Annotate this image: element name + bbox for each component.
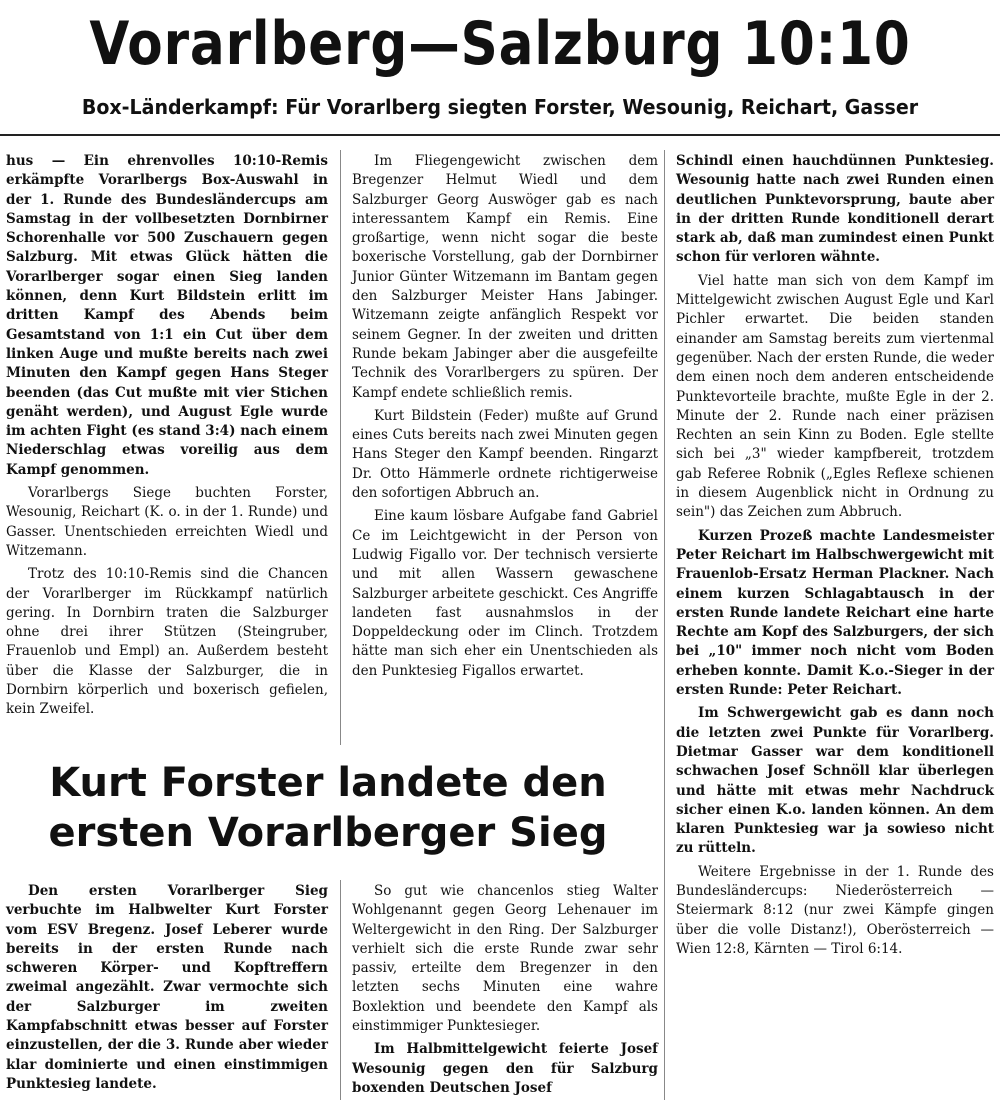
paragraph: hus — Ein ehrenvolles 10:10-Remis erkämpfte Vorarlbergs Box-Auswahl in der 1. Runde des Bundesländercups am Samstag in der vollbesetzten Dornbirner Schorenhalle vor 500 Zuschauern gegen Salzburg. Mit etwas Glück hätten die Vorarlberger sogar einen Sieg landen können, denn Kurt Bildstein erlitt im dritten Kampf des Abends beim Gesamtstand von 1:1 ein Cut über dem linken Auge und mußte bereits nach zwei Minuten den Kampf gegen Hans Steger beenden (das Cut mußte mit vier Stichen genäht werden), und August Egle wurde im achten Fight (es stand 3:4) nach einem Niederschlag etwas voreilig aus dem Kampf genommen. <box>6 153 328 478</box>
top-rule <box>0 134 1000 136</box>
paragraph: Kurt Bildstein (Feder) mußte auf Grund eines Cuts bereits nach zwei Minuten gegen Hans Steger den Kampf beenden. Ringarzt Dr. Otto Hämmerle ordnete richtigerweise den sofortigen Abbruch an. <box>352 407 658 502</box>
headline: Vorarlberg—Salzburg 10:10 <box>89 9 911 79</box>
second-headline: Kurt Forster landete den ersten Vorarlberger Sieg <box>48 760 608 856</box>
paragraph: Kurzen Prozeß machte Landesmeister Peter Reichart im Halbschwergewicht mit Frauenlob-Ersatz Herman Plackner. Nach einem kurzen Schlagabtausch in der ersten Runde landete Reichart eine harte Rechte am Kopf des Salzburgers, der sich bei „10" immer noch nicht vom Boden erheben konnte. Damit K.o.-Sieger in der ersten Runde: Peter Reichart. <box>676 527 994 699</box>
paragraph: Viel hatte man sich von dem Kampf im Mittelgewicht zwischen August Egle und Karl Pichler erwartet. Die beiden standen einander am Samstag bereits zum viertenmal gegenüber. Nach der ersten Runde, die weder dem einen noch dem anderen entscheidende Punktevorteile brachte, mußte Egle in der 2. Minute der 2. Runde nach einer präzisen Rechten an sein Kinn zu Boden. Egle stellte sich bei „3" wieder kampfbereit, trotzdem gab Referee Robnik („Egles Reflexe schienen in diesem Augenblick nicht in Ordnung zu sein") das Zeichen zum Abbruch. <box>676 272 994 521</box>
article-column-1b <box>6 882 328 1094</box>
column-divider <box>340 150 341 745</box>
article-column-2 <box>352 152 658 681</box>
column-divider <box>340 880 341 1100</box>
subheadline: Box-Länderkampf: Für Vorarlberg siegten Forster, Wesounig, Reichart, Gasser <box>81 95 919 119</box>
article-column-2b <box>352 882 658 1098</box>
column-divider <box>664 150 665 1100</box>
paragraph: Im Halbmittelgewicht feierte Josef Wesounig gegen den für Salzburg boxenden Deutschen Josef <box>352 1041 658 1096</box>
article-column-3 <box>676 152 994 959</box>
paragraph: Weitere Ergebnisse in der 1. Runde des Bundesländercups: Niederösterreich — Steiermark 8:12 (nur zwei Kämpfe gingen über die volle Distanz!), Oberösterreich — Wien 12:8, Kärnten — Tirol 6:14. <box>676 863 994 957</box>
paragraph: Im Schwergewicht gab es dann noch die letzten zwei Punkte für Vorarlberg. Dietmar Gasser war dem konditionell schwachen Josef Schnöll klar überlegen und hätte mit etwas mehr Nachdruck sicher einen K.o. landen können. An dem klaren Punktesieg war ja sowieso nicht zu rütteln. <box>676 705 994 857</box>
paragraph: Trotz des 10:10-Remis sind die Chancen der Vorarlberger im Rückkampf natürlich gering. In Dornbirn traten die Salzburger ohne drei ihrer Stützen (Steingruber, Frauenlob und Empl) an. Außerdem besteht über die Klasse der Salzburger, die in Dornbirn körperlich und boxerisch gefielen, kein Zweifel. <box>6 566 328 718</box>
paragraph: Eine kaum lösbare Aufgabe fand Gabriel Ce im Leichtgewicht in der Person von Ludwig Figallo vor. Der technisch versierte und mit allen Wassern gewaschene Salzburger arbeitete geschickt. Ces Angriffe landeten fast ausnahmslos in der Doppeldeckung oder im Clinch. Trotzdem hätte man sich eher ein Unentschieden als den Punktesieg Figallos erwartet. <box>352 508 658 679</box>
paragraph: Schindl einen hauchdünnen Punktesieg. Wesounig hatte nach zwei Runden einen deutlichen Punktevorsprung, baute aber in der dritten Runde konditionell derart stark ab, daß man zumindest einen Punkt schon für verloren wähnte. <box>676 153 994 266</box>
article-column-1 <box>6 152 328 720</box>
paragraph: So gut wie chancenlos stieg Walter Wohlgenannt gegen Georg Lehenauer im Weltergewicht in den Ring. Der Salzburger verhielt sich die erste Runde zwar sehr passiv, erteilte dem Bregenzer in den letzten sechs Minuten eine wahre Boxlektion und beendete den Kampf als einstimmiger Punktesieger. <box>352 883 658 1035</box>
paragraph: Im Fliegengewicht zwischen dem Bregenzer Helmut Wiedl und dem Salzburger Georg Auswöger gab es nach interessantem Kampf ein Remis. Eine großartige, wenn nicht sogar die beste boxerische Vorstellung, gab der Dornbirner Junior Günter Witzemann im Bantam gegen den Salzburger Meister Hans Jabinger. Witzemann zeigte anfänglich Respekt vor seinem Gegner. In der zweiten und dritten Runde bekam Jabinger aber die ausgefeilte Technik des Vorarlbergers zu spüren. Der Kampf endete schließlich remis. <box>352 153 658 401</box>
paragraph: Vorarlbergs Siege buchten Forster, Wesounig, Reichart (K. o. in der 1. Runde) und Gasser. Unentschieden erreichten Wiedl und Witzemann. <box>6 485 328 559</box>
paragraph: Den ersten Vorarlberger Sieg verbuchte im Halbwelter Kurt Forster vom ESV Bregenz. Josef Leberer wurde bereits in der ersten Runde nach schweren Körper- und Kopftreffern zweimal angezählt. Zwar vermochte sich der Salzburger im zweiten Kampfabschnitt etwas besser auf Forster einzustellen, der die 3. Runde aber wieder klar dominierte und einen einstimmigen Punktesieg landete. <box>6 883 328 1092</box>
